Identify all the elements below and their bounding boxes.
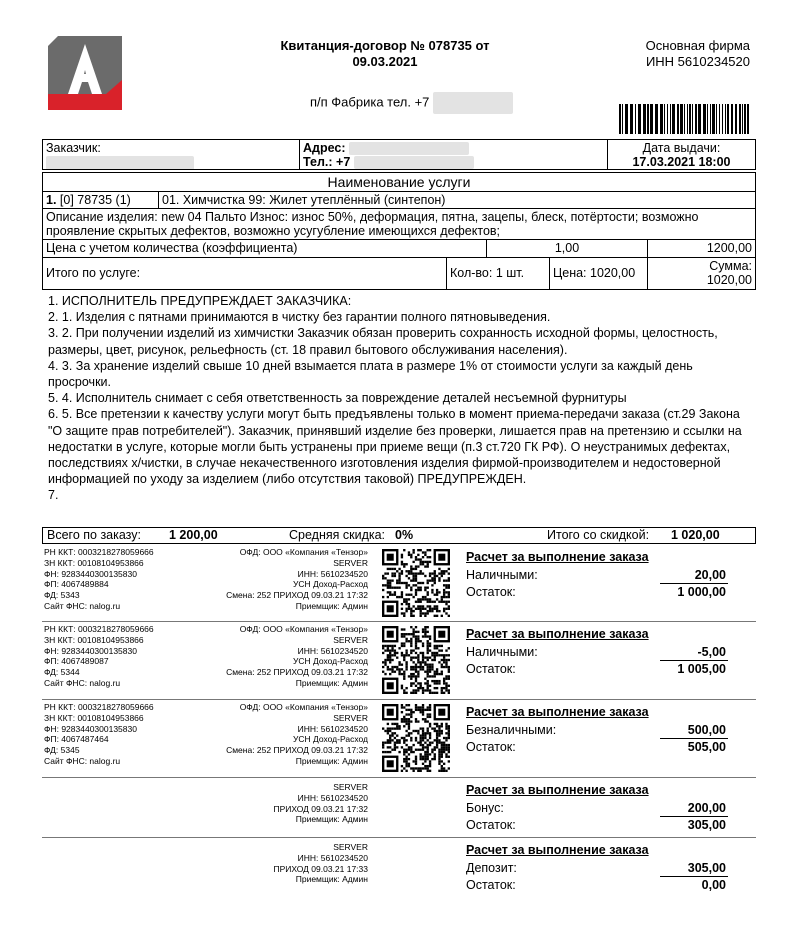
payment-amount: 20,00 (694, 568, 726, 582)
fiscal-info-right (226, 547, 368, 612)
balance-label: Остаток: (466, 585, 516, 599)
barcode-bar (660, 104, 663, 134)
payment-row (466, 722, 728, 739)
receipt-title-date: 09.03.2021 (352, 54, 418, 69)
final-total-value: 1 020,00 (671, 528, 720, 542)
company-inn: ИНН 5610234520 (645, 54, 750, 69)
total-label: Итого по услуге: (46, 266, 141, 280)
barcode-bar (684, 104, 685, 134)
balance-label: Остаток: (466, 878, 516, 892)
barcode-bar (735, 104, 737, 134)
fiscal-info-right (273, 782, 368, 825)
fiscal-line: ФД: 5344 (44, 667, 80, 678)
fiscal-line: ФП: 4067487464 (44, 734, 109, 745)
barcode-bar (727, 104, 729, 134)
fiscal-info-left (44, 702, 154, 767)
balance-row (466, 877, 728, 894)
discount-label: Средняя скидка: (289, 528, 386, 542)
payment-title: Расчет за выполнение заказа (466, 705, 649, 719)
receipt-block (42, 622, 756, 700)
company-name: Основная фирма (645, 38, 750, 53)
service-num: 1. (46, 193, 57, 207)
price-value: 1200,00 (706, 241, 752, 255)
barcode-bar (722, 104, 723, 134)
receipt-title-line1: Квитанция-договор № 078735 от (280, 38, 490, 53)
fiscal-line: ПРИХОД 09.03.21 17:32 (273, 803, 368, 814)
barcode-bar (625, 104, 628, 134)
barcode-bar (744, 104, 746, 134)
barcode-bar (672, 104, 675, 134)
issue-date-cell (607, 139, 756, 170)
fiscal-line: SERVER (333, 634, 368, 645)
payment-row (466, 800, 728, 817)
service-code: [0] 78735 (1) (59, 193, 131, 207)
payment-summary (466, 782, 728, 834)
sum-cell (647, 257, 756, 290)
balance-row (466, 584, 728, 601)
barcode-bar (731, 104, 733, 134)
company-info (600, 38, 750, 70)
fiscal-line: УСН Доход-Расход (292, 656, 368, 667)
balance-amount: 305,00 (687, 818, 726, 832)
barcode-bar (650, 104, 653, 134)
barcode-bar (712, 104, 715, 134)
payment-summary (466, 549, 728, 601)
service-name-cell (158, 191, 756, 209)
payment-amount: 500,00 (687, 723, 726, 737)
fiscal-line: ИНН: 5610234520 (297, 723, 368, 734)
fiscal-line: Приемщик: Админ (295, 814, 368, 825)
balance-amount: 1 005,00 (677, 662, 726, 676)
fiscal-line: Смена: 252 ПРИХОД 09.03.21 17:32 (226, 745, 368, 756)
barcode-bar (742, 104, 743, 134)
fiscal-line: РН ККТ: 0003218278059666 (44, 702, 154, 712)
barcode-bar (655, 104, 658, 134)
address-cell (299, 139, 608, 170)
barcode-bar (719, 104, 720, 134)
qr-code (382, 626, 450, 694)
barcode-bar (695, 104, 697, 134)
price-cell (647, 239, 756, 258)
payment-amount: 200,00 (687, 801, 726, 815)
barcode-bar (707, 104, 708, 134)
redacted-customer-phone (354, 156, 474, 169)
payment-title: Расчет за выполнение заказа (466, 843, 649, 857)
fiscal-line: SERVER (333, 712, 368, 723)
payment-title: Расчет за выполнение заказа (466, 550, 649, 564)
fiscal-info-left (44, 624, 154, 689)
fiscal-line: Смена: 252 ПРИХОД 09.03.21 17:32 (226, 667, 368, 678)
sum-value: 1020,00 (706, 273, 752, 287)
balance-row (466, 661, 728, 678)
fiscal-info-right (273, 842, 368, 885)
barcode-bar (635, 104, 636, 134)
barcode (619, 104, 749, 134)
fiscal-line: ИНН: 5610234520 (297, 852, 368, 863)
payment-method-label: Депозит: (466, 861, 517, 875)
barcode-bar (747, 104, 749, 134)
balance-label: Остаток: (466, 818, 516, 832)
barcode-bar (638, 104, 641, 134)
fiscal-info-left (44, 547, 154, 612)
company-logo (48, 36, 122, 110)
order-total-value: 1 200,00 (169, 528, 218, 542)
fiscal-info-right (226, 624, 368, 689)
barcode-bar (630, 104, 633, 134)
payment-method-label: Наличными: (466, 568, 538, 582)
redacted-customer (46, 156, 194, 170)
fiscal-line: ИНН: 5610234520 (297, 645, 368, 656)
coef-value: 1,00 (554, 241, 580, 255)
receipt-block (42, 700, 756, 778)
barcode-bar (698, 104, 701, 134)
customer-cell (42, 139, 300, 170)
fiscal-line: ПРИХОД 09.03.21 17:33 (273, 863, 368, 874)
fiscal-line: ОФД: ООО «Компания «Тензор» (239, 702, 368, 712)
payment-row (466, 567, 728, 584)
payment-summary (466, 842, 728, 894)
service-header (42, 172, 756, 192)
barcode-bar (710, 104, 711, 134)
fiscal-line: Смена: 252 ПРИХОД 09.03.21 17:32 (226, 590, 368, 601)
fiscal-line: УСН Доход-Расход (292, 734, 368, 745)
balance-label: Остаток: (466, 740, 516, 754)
fiscal-line: Сайт ФНС: nalog.ru (44, 600, 121, 611)
fiscal-line: УСН Доход-Расход (292, 579, 368, 590)
payment-amount: 305,00 (687, 861, 726, 875)
fiscal-line: ОФД: ООО «Компания «Тензор» (239, 547, 368, 557)
order-total-label: Всего по заказу: (47, 528, 141, 542)
payment-amount: -5,00 (697, 645, 726, 659)
factory-phone (310, 92, 513, 114)
receipt-block (42, 778, 756, 838)
fiscal-line: Сайт ФНС: nalog.ru (44, 677, 121, 688)
fiscal-line: РН ККТ: 0003218278059666 (44, 547, 154, 557)
fiscal-line: ФН: 9283440300135830 (44, 645, 137, 656)
customer-label: Заказчик: (46, 141, 101, 155)
fiscal-line: Приемщик: Админ (295, 874, 368, 885)
fiscal-line: ФН: 9283440300135830 (44, 723, 137, 734)
term-item: 4. 3. За хранение изделий свыше 10 дней взымается плата в размере 1% от стоимости услуги за каждый день просрочки. (48, 358, 693, 390)
fiscal-line: РН ККТ: 0003218278059666 (44, 624, 154, 634)
unit-price-cell (549, 257, 648, 290)
issue-date-label: Дата выдачи: (642, 141, 721, 155)
fiscal-line: ЗН ККТ: 00108104953866 (44, 712, 144, 723)
redacted-address (349, 142, 469, 155)
receipt-block (42, 838, 756, 898)
coef-cell (486, 239, 648, 258)
balance-amount: 0,00 (701, 878, 726, 892)
final-total-label: Итого со скидкой: (547, 528, 650, 542)
service-header-text: Наименование услуги (327, 174, 471, 190)
order-totals-bar (42, 527, 756, 544)
payment-summary (466, 626, 728, 678)
term-item: 6. 5. Все претензии к качеству услуги могут быть предъявлены только в момент приема-передачи заказа (ст.29 Закона "О защите прав потребителей"). Заказчик, принявший изделие без проверки, лишается прав на претензию и ссылки на недостатки в услуге, которые могли быть устранены при приеме вещи (п.3 ст.720 ГК РФ). О неустранимых дефектах, последствиях х/чистки, в случае некачественного изготовления изделия фирмой-производителем и недостоверной информацией по уходу за изделием (либо отсутствия таковой) ПРЕДУПРЕЖДЕН. (48, 407, 742, 487)
service-name: 01. Химчистка 99: Жилет утеплённый (синтепон) (162, 193, 446, 207)
total-label-cell (42, 257, 447, 290)
service-description: Описание изделия: new 04 Пальто Износ: износ 50%, деформация, пятна, зацепы, блеск, потёртости; возможно проявление скрытых дефектов, возможно усугубление имеющихся дефектов; (46, 210, 699, 238)
service-description-cell (42, 208, 756, 240)
balance-row (466, 739, 728, 756)
terms-list (48, 293, 753, 504)
redacted-phone (433, 92, 513, 114)
fiscal-info-right (226, 702, 368, 767)
fiscal-line: Приемщик: Админ (295, 600, 368, 611)
term-item: 7. (48, 488, 59, 503)
balance-row (466, 817, 728, 834)
barcode-bar (689, 104, 691, 134)
payment-row (466, 860, 728, 877)
payment-method-label: Наличными: (466, 645, 538, 659)
barcode-bar (725, 104, 726, 134)
fiscal-line: SERVER (333, 782, 368, 792)
barcode-bar (680, 104, 683, 134)
barcode-bar (739, 104, 741, 134)
payment-row (466, 644, 728, 661)
term-item: 3. 2. При получении изделий из химчистки Заказчик обязан проверить сохранность исходной формы, целостность, размеры, цвет, рисунок, рельефность (ст. 18 правил бытового обслуживания населения). (48, 326, 718, 357)
barcode-bar (716, 104, 717, 134)
barcode-bar (677, 104, 679, 134)
fiscal-line: ФН: 9283440300135830 (44, 568, 137, 579)
barcode-bar (643, 104, 646, 134)
qr-code (382, 549, 450, 617)
fiscal-line: ФП: 4067489884 (44, 579, 109, 590)
term-item: 1. ИСПОЛНИТЕЛЬ ПРЕДУПРЕЖДАЕТ ЗАКАЗЧИКА: (48, 294, 352, 308)
fiscal-line: ОФД: ООО «Компания «Тензор» (239, 624, 368, 634)
qr-code (382, 704, 450, 772)
payment-method-label: Бонус: (466, 801, 504, 815)
fiscal-line: SERVER (333, 842, 368, 852)
qty-cell (446, 257, 550, 290)
fiscal-line: ФД: 5343 (44, 590, 80, 601)
payment-method-label: Безналичными: (466, 723, 557, 737)
qty-value: Кол-во: 1 шт. (450, 266, 525, 280)
balance-amount: 1 000,00 (677, 585, 726, 599)
receipt-title (250, 38, 520, 70)
sum-label: Сумма: (709, 259, 752, 273)
fiscal-line: Сайт ФНС: nalog.ru (44, 755, 121, 766)
phone-label: Тел.: +7 (303, 155, 351, 170)
address-label: Адрес: (303, 141, 346, 155)
term-item: 2. 1. Изделия с пятнами принимаются в чистку без гарантии полного пятновыведения. (48, 310, 551, 325)
fiscal-line: Приемщик: Админ (295, 755, 368, 766)
balance-amount: 505,00 (687, 740, 726, 754)
balance-label: Остаток: (466, 662, 516, 676)
barcode-bar (667, 104, 668, 134)
unit-price-value: Цена: 1020,00 (553, 266, 636, 280)
barcode-bar (670, 104, 671, 134)
payment-summary (466, 704, 728, 756)
fiscal-line: ФП: 4067489087 (44, 656, 109, 667)
fiscal-line: ЗН ККТ: 00108104953866 (44, 634, 144, 645)
payment-title: Расчет за выполнение заказа (466, 783, 649, 797)
discount-value: 0% (395, 528, 414, 542)
barcode-bar (687, 104, 688, 134)
factory-label: п/п Фабрика тел. +7 (310, 94, 430, 110)
barcode-bar (664, 104, 665, 134)
issue-date-value: 17.03.2021 18:00 (632, 155, 731, 169)
fiscal-line: ЗН ККТ: 00108104953866 (44, 557, 144, 568)
barcode-bar (647, 104, 649, 134)
term-item: 5. 4. Исполнитель снимает с себя ответственность за повреждение деталей несъемной фурнитуры (48, 391, 627, 406)
receipt-block (42, 545, 756, 622)
fiscal-line: SERVER (333, 557, 368, 568)
barcode-bar (622, 104, 623, 134)
fiscal-line: ИНН: 5610234520 (297, 792, 368, 803)
barcode-bar (692, 104, 693, 134)
price-label: Цена с учетом количества (коэффициента) (46, 241, 298, 255)
service-code-cell (42, 191, 159, 209)
price-label-cell (42, 239, 487, 258)
fiscal-line: ИНН: 5610234520 (297, 568, 368, 579)
payment-title: Расчет за выполнение заказа (466, 627, 649, 641)
barcode-bar (703, 104, 706, 134)
barcode-bar (619, 104, 621, 134)
fiscal-line: ФД: 5345 (44, 745, 80, 756)
fiscal-line: Приемщик: Админ (295, 677, 368, 688)
